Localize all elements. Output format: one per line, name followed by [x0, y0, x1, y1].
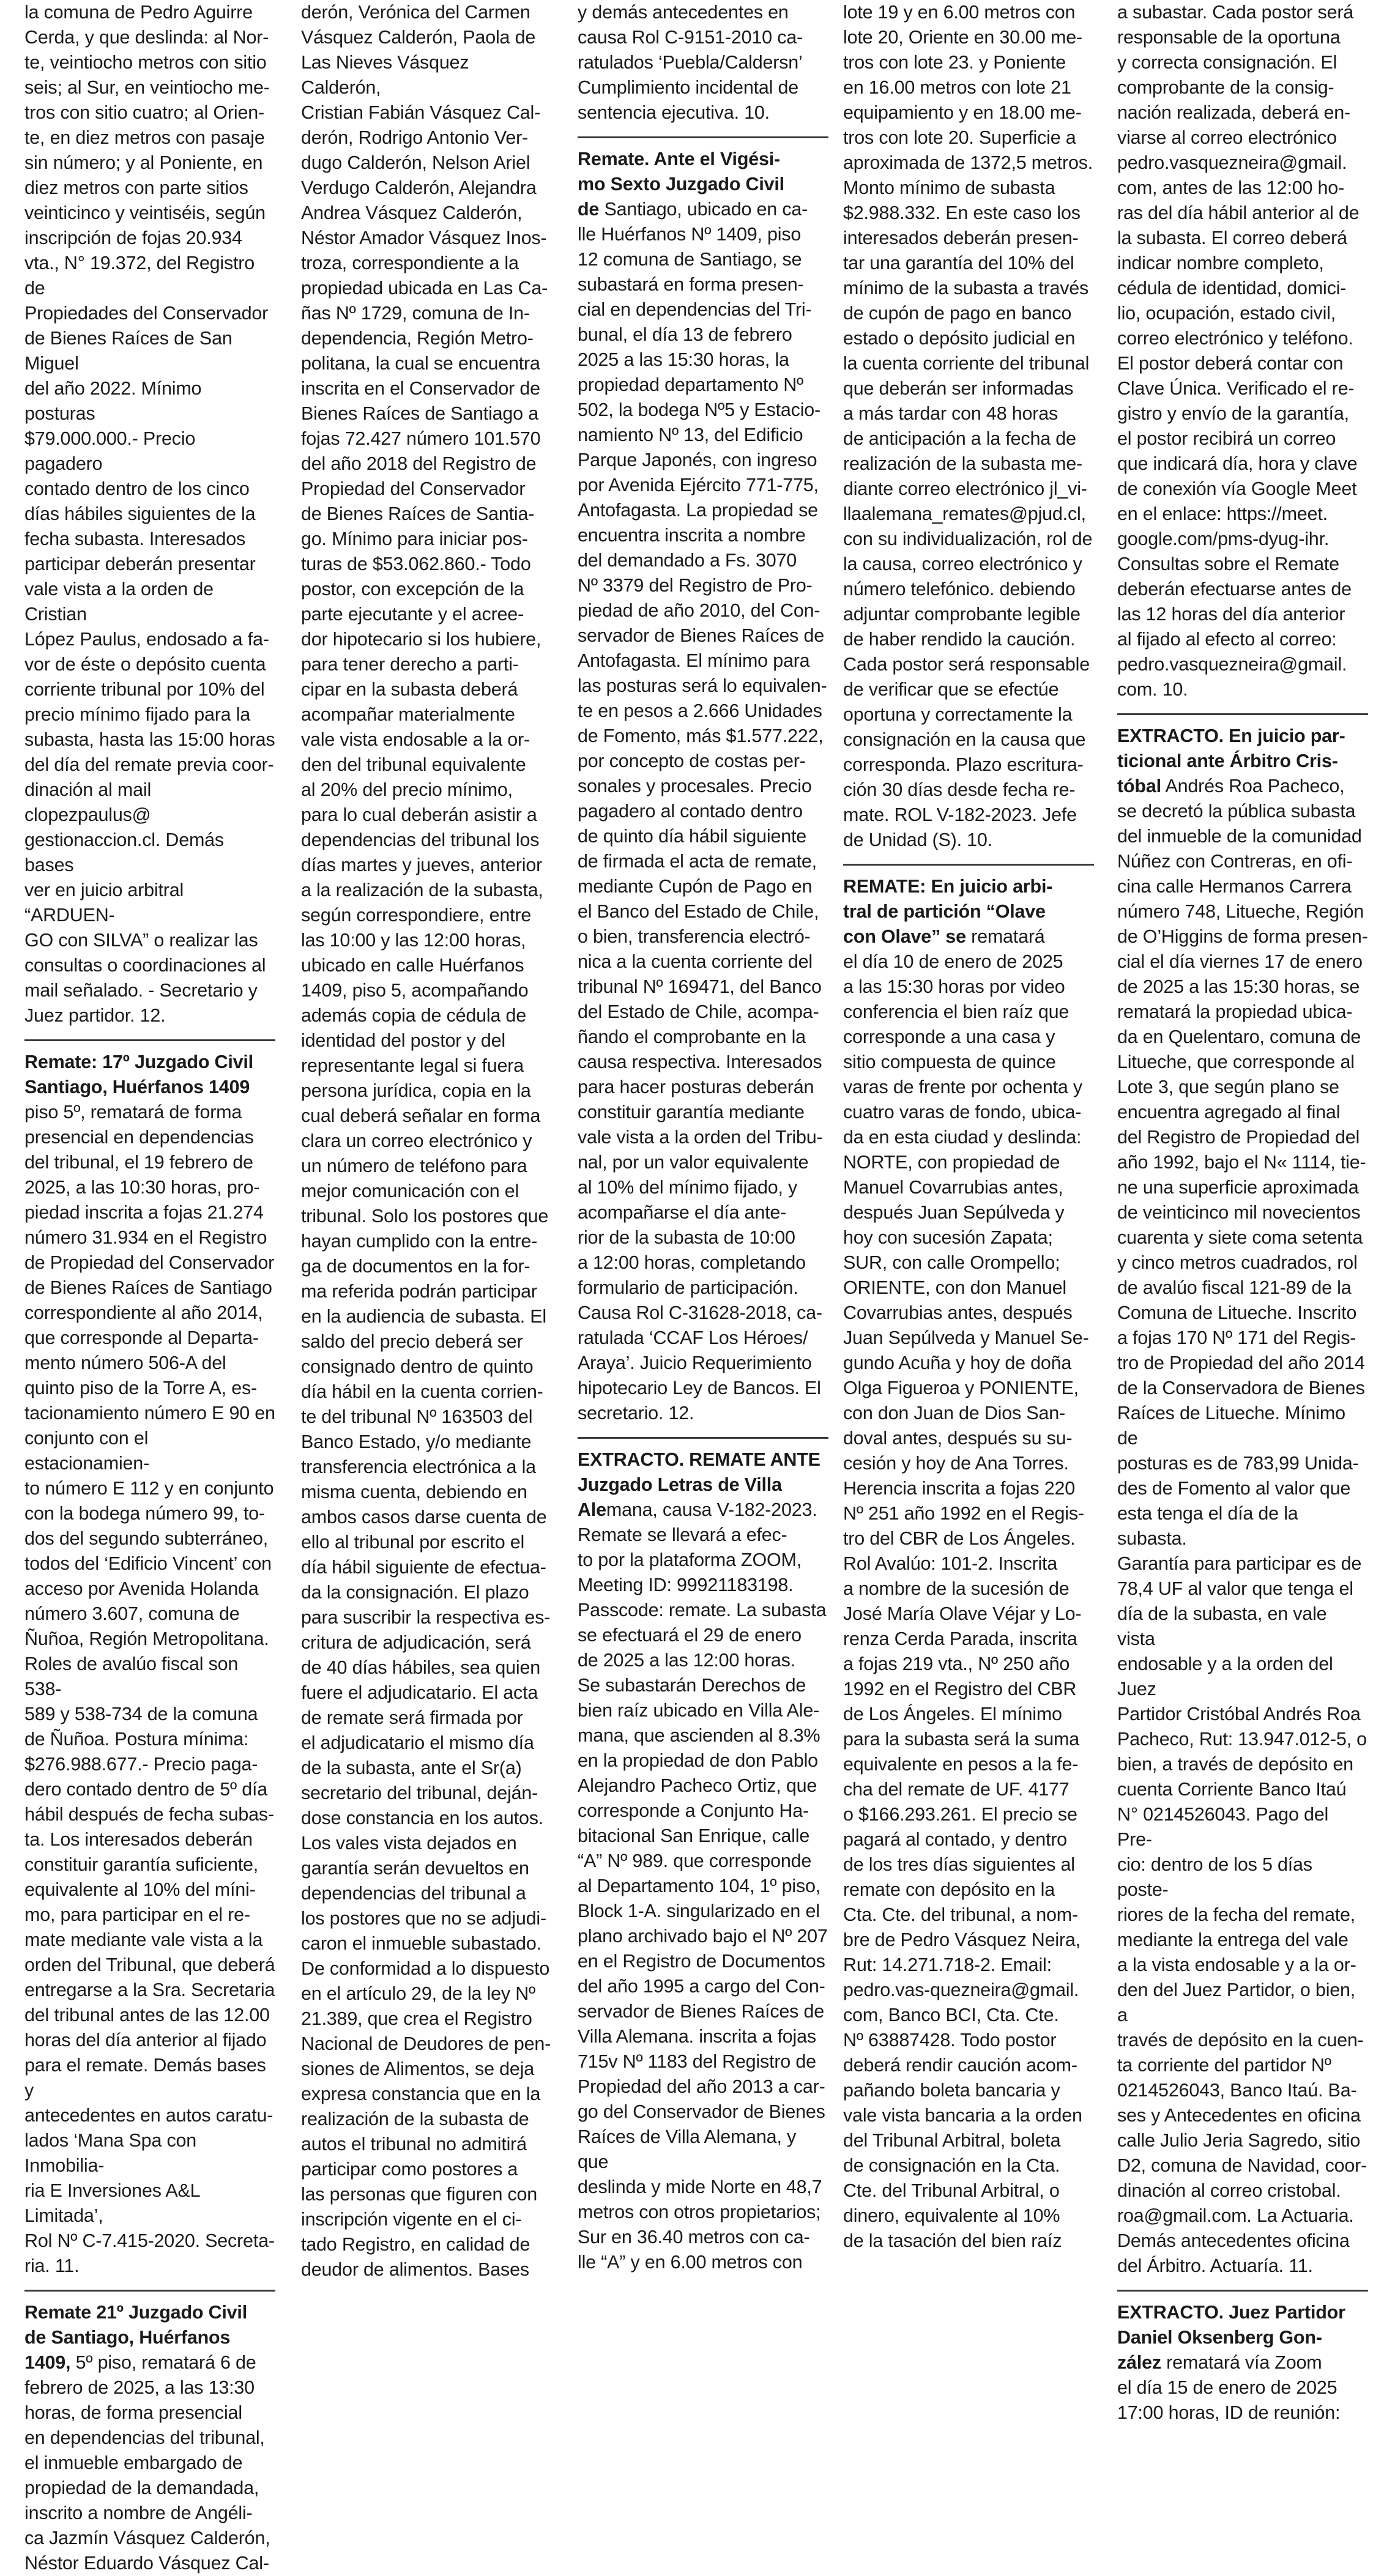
notice-body: y demás antecedentes en causa Rol C-9151-2010 ca- ratulados ‘Puebla/Caldersn’ Cumplimiento incidental de sentencia ejecutiva. 10.	[578, 2, 803, 123]
notice-heading: EXTRACTO. En juicio par- ticional ante Árbitro Cris- tóbal	[1117, 726, 1345, 796]
notice-separator	[578, 1437, 828, 1439]
column-5	[1117, 0, 1368, 2423]
notice-continuation	[301, 0, 552, 2282]
notice-body: lote 19 y en 6.00 metros con lote 20, Oriente en 30.00 me- tros con lote 23. y Poniente en 16.00 metros con lote 21 equipamiento y en 18.00 me- tros con lote 20. Superficie a aproximada de 1372,5 metros. Monto mínimo de subasta $2.988.332. En este caso los interesados deberán presen- tar una garantía del 10% del mínimo de la subasta a través de cupón de pago en banco estado o depósito judicial en la cuenta corriente del tribunal que deberán ser informadas a más tardar con 48 horas de anticipación a la fecha de realización de la subasta me- diante correo electrónico jl_vi- llaalemana_remates@pjud.cl, con su individualización, rol de la causa, correo electrónico y número telefónico. debiendo adjuntar comprobante legible de haber rendido la caución. Cada postor será responsable de verificar que se efectúe oportuna y correctamente la consignación en la causa que corresponda. Plazo escritura- ción 30 días desde fecha re- mate. ROL V-182-2023. Jefe de Unidad (S). 10.	[843, 2, 1093, 850]
notice-body: Andrés Roa Pacheco, se decretó la pública subasta del inmueble de la comunidad Núñez con Contreras, en ofi- cina calle Hermanos Carrera número 748, Litueche, Región de O’Higgins de forma presen- cial el día viernes 17 de enero de 2025 a las 15:30 horas, se rematará la propiedad ubica- da en Quelentaro, comuna de Litueche, que corresponde al Lote 3, que según plano se encuentra agregado al final del Registro de Propiedad del año 1992, bajo el N« 1114, tie- ne una superficie aproximada de veinticinco mil novecientos cuarenta y siete coma setenta y cinco metros cuadrados, rol de avalúo fiscal 121-89 de la Comuna de Litueche. Inscrito a fojas 170 Nº 171 del Regis- tro de Propiedad del año 2014 de la Conservadora de Bienes Raíces de Litueche. Mínimo de posturas es de 783,99 Unida- des de Fomento al valor que esta tenga el día de la subasta. Garantía para participar es de 78,4 UF al valor que tenga el día de la subasta, en vale vista endosable y a la orden del Juez Partidor Cristóbal Andrés Roa Pacheco, Rut: 13.947.012-5, o bien, a través de depósito en cuenta Corriente Banco Itaú N° 0214526043. Pago del Pre- cio: dentro de los 5 días poste- riores de la fecha del remate, mediante la entrega del vale a la vista endosable y a la or- den del Juez Partidor, o bien, a través de depósito en la cuen- ta corriente del partidor Nº 0214526043, Banco Itaú. Ba- ses y Antecedentes en oficina calle Julio Jeria Sagredo, sitio D2, comuna de Navidad, coor- dinación al correo cristobal. roa@gmail.com. La Actuaria. Demás antecedentes oficina del Árbitro. Actuaría. 11.	[1117, 776, 1368, 2276]
notice-heading: Remate. Ante el Vigési- mo Sexto Juzgado Civil de	[578, 149, 784, 220]
notice-body: Santiago, ubicado en ca- lle Huérfanos Nº 1409, piso 12 comuna de Santiago, se subastará en forma presen- cial en dependencias del Tri- bunal, el día 13 de febrero 2025 a las 15:30 horas, la propiedad departamento Nº 502, la bodega Nº5 y Estacio- namiento Nº 13, del Edificio Parque Japonés, con ingreso por Avenida Ejército 771-775, Antofagasta. La propiedad se encuentra inscrita a nombre del demandado a Fs. 3070 Nº 3379 del Registro de Pro- piedad de año 2010, del Con- servador de Bienes Raíces de Antofagasta. El mínimo para las posturas será lo equivalen- te en pesos a 2.666 Unidades de Fomento, más $1.577.222, por concepto de costas per- sonales y procesales. Precio pagadero al contado dentro de quinto día hábil siguiente de firmada el acta de remate, mediante Cupón de Pago en el Banco del Estado de Chile, o bien, transferencia electró- nica a la cuenta corriente del tribunal Nº 169471, del Banco del Estado de Chile, acompa- ñando el comprobante en la causa respectiva. Interesados para hacer posturas deberán constituir garantía mediante vale vista a la orden del Tribu- nal, por un valor equivalente al 10% del mínimo fijado, y acompañarse el día ante- rior de la subasta de 10:00 a 12:00 horas, completando formulario de participación. Causa Rol C-31628-2018, ca- ratulada ‘CCAF Los Héroes/ Araya’. Juicio Requerimiento hipotecario Ley de Bancos. El secretario. 12.	[578, 199, 827, 1423]
notice-heading: Remate: 17º Juzgado Civil Santiago, Huérfanos 1409	[24, 1052, 253, 1097]
notice-separator	[24, 2290, 275, 2292]
notice-body: rematará el día 10 de enero de 2025 a las 15:30 horas por video conferencia el bien raíz que corresponde a una casa y sitio compuesta de quince varas de frente por ochenta y cuatro varas de fondo, ubica- da en esta ciudad y deslinda: NORTE, con propiedad de Manuel Covarrubias antes, después Juan Sepúlveda y hoy con sucesión Zapata; SUR, con calle Orompello; ORIENTE, con don Manuel Covarrubias antes, después Juan Sepúlveda y Manuel Se- gundo Acuña y hoy de doña Olga Figueroa y PONIENTE, con don Juan de Dios San- doval antes, después su su- cesión y hoy de Ana Torres. Herencia inscrita a fojas 220 Nº 251 año 1992 en el Regis- tro del CBR de Los Ángeles. Rol Avalúo: 101-2. Inscrita a nombre de la sucesión de José María Olave Véjar y Lo- renza Cerda Parada, inscrita a fojas 219 vta., Nº 250 año 1992 en el Registro del CBR de Los Ángeles. El mínimo para la subasta será la suma equivalente en pesos a la fe- cha del remate de UF. 4177 o $166.293.261. El precio se pagará al contado, y dentro de los tres días siguientes al remate con depósito en la Cta. Cte. del tribunal, a nom- bre de Pedro Vásquez Neira, Rut: 14.271.718-2. Email: pedro.vas-quezneira@gmail. com, Banco BCI, Cta. Cte. Nº 63887428. Todo postor deberá rendir caución acom- pañando boleta bancaria y vale vista bancaria a la orden del Tribunal Arbitral, boleta de consignación en la Cta. Cte. del Tribunal Arbitral, o dinero, equivalente al 10% de la tasación del bien raíz	[843, 926, 1089, 2251]
notice-separator	[1117, 2290, 1368, 2292]
notice-body: rematará vía Zoom el día 15 de enero de 2025 17:00 horas, ID de reunión:	[1117, 2352, 1341, 2423]
notice-heading: Remate 21º Juzgado Civil de Santiago, Huérfanos 1409,	[24, 2302, 247, 2373]
column-3	[578, 0, 828, 2273]
column-2	[301, 0, 552, 2280]
notice-heading: EXTRACTO. Juez Partidor Daniel Oksenberg Gon- zález	[1117, 2302, 1345, 2373]
notice-continuation	[24, 0, 275, 1028]
notice-continuation	[843, 0, 1094, 853]
notice-continuation	[578, 0, 828, 125]
notice-remate-vigesimo-sexto	[578, 147, 828, 1426]
notice-body: a subastar. Cada postor será responsable de la oportuna y correcta consignación. El comprobante de la consig- nación realizada, deberá en- viarse al correo electrónico pedro.vasquezneira@gmail. com, antes de las 12:00 ho- ras del día hábil anterior al de la subasta. El correo deberá indicar nombre completo, cédula de identidad, domici- lio, ocupación, estado civil, correo electrónico y teléfono. El postor deberá contar con Clave Única. Verificado el re- gistro y envío de la garantía, el postor recibirá un correo que indicará día, hora y clave de conexión vía Google Meet en el enlace: https://meet. google.com/pms-dyug-ihr. Consultas sobre el Remate deberán efectuarse antes de las 12 horas del día anterior al fijado al efecto al correo: pedro.vasquezneira@gmail. com. 10.	[1117, 2, 1360, 700]
notice-body: la comuna de Pedro Aguirre Cerda, y que deslinda: al Nor- te, veintiocho metros con sitio seis; al Sur, en veintiocho me- tros con sitio cuatro; al Orien- te, en diez metros con pasaje sin número; y al Poniente, en diez metros con parte sitios veinticinco y veintiséis, según inscripción de fojas 20.934 vta., N° 19.372, del Registro de Propiedades del Conservador de Bienes Raíces de San Miguel del año 2022. Mínimo posturas $79.000.000.- Precio pagadero contado dentro de los cinco días hábiles siguientes de la fecha subasta. Interesados participar deberán presentar vale vista a la orden de Cristian López Paulus, endosado a fa- vor de éste o depósito cuenta corriente tribunal por 10% del precio mínimo fijado para la subasta, hasta las 15:00 horas del día del remate previa coor- dinación al mail clopezpaulus@ gestionaccion.cl. Demás bases ver en juicio arbitral “ARDUEN- GO con SILVA” o realizar las consultas o coordinaciones al mail señalado. - Secretario y Juez partidor. 12.	[24, 2, 275, 1026]
column-1	[24, 0, 275, 2574]
notice-remate-17-juzgado	[24, 1050, 275, 2279]
notice-extracto-oksenberg	[1117, 2300, 1368, 2426]
notice-separator	[578, 136, 828, 138]
notice-remate-olave	[843, 874, 1094, 2254]
notice-separator	[843, 864, 1094, 866]
notice-body: mana, causa V-182-2023. Remate se llevará a efec- to por la plataforma ZOOM, Meeting ID: 99921183198. Passcode: remate. La subasta se efectuará el 29 de enero de 2025 a las 12:00 horas. Se subastarán Derechos de bien raíz ubicado en Villa Ale- mana, que ascienden al 8.3% en la propiedad de don Pablo Alejandro Pacheco Ortiz, que corresponde a Conjunto Ha- bitacional San Enrique, calle “A” Nº 989. que corresponde al Departamento 104, 1º piso, Block 1-A. singularizado en el plano archivado bajo el Nº 207 en el Registro de Documentos del año 1995 a cargo del Con- servador de Bienes Raíces de Villa Alemana. inscrita a fojas 715v Nº 1183 del Registro de Propiedad del año 2013 a car- go del Conservador de Bienes Raíces de Villa Alemana, y que deslinda y mide Norte en 48,7 metros con otros propietarios; Sur en 36.40 metros con ca- lle “A” y en 6.00 metros con	[578, 1499, 828, 2273]
notice-body: piso 5º, rematará de forma presencial en dependencias del tribunal, el 19 febrero de 2025, a las 10:30 horas, pro- piedad inscrita a fojas 21.274 número 31.934 en el Registro de Propiedad del Conservador de Bienes Raíces de Santiago correspondiente al año 2014, que corresponde al Departa- mento número 506-A del quinto piso de la Torre A, es- tacionamiento número E 90 en conjunto con el estacionamien- to número E 112 y en conjunto con la bodega número 99, to- dos del segundo subterráneo, todos del ‘Edificio Vincent’ con acceso por Avenida Holanda número 3.607, comuna de Ñuñoa, Región Metropolitana. Roles de avalúo fiscal son 538- 589 y 538-734 de la comuna de Ñuñoa. Postura mínima: $276.988.677.- Precio paga- dero contado dentro de 5º día hábil después de fecha subas- ta. Los interesados deberán constituir garantía suficiente, equivalente al 10% del míni- mo, para participar en el re- mate mediante vale vista a la orden del Tribunal, que deberá entregarse a la Sra. Secretaria del tribunal antes de las 12.00 horas del día anterior al fijado para el remate. Demás bases y antecedentes en autos caratu- lados ‘Mana Spa con Inmobilia- ria E Inversiones A&L Limitada’, Rol Nº C-7.415-2020. Secreta- ria. 11.	[24, 1102, 275, 2276]
column-4	[843, 0, 1094, 2251]
notice-separator	[1117, 713, 1368, 715]
notice-body: 5º piso, rematará 6 de febrero de 2025, a las 13:30 horas, de forma presencial en dependencias del tribunal, el inmueble embargado de propiedad de la demandada, inscrito a nombre de Angéli- ca Jazmín Vásquez Calderón, Néstor Eduardo Vásquez Cal-	[24, 2352, 270, 2574]
notice-heading: REMATE: En juicio arbi- tral de partición “Olave con Olave” se	[843, 876, 1053, 947]
notice-separator	[24, 1039, 275, 1041]
notice-continuation	[1117, 0, 1368, 702]
notice-remate-21-juzgado	[24, 2300, 275, 2576]
notice-extracto-villa-alemana	[578, 1447, 828, 2275]
notice-body: derón, Verónica del Carmen Vásquez Calderón, Paola de Las Nieves Vásquez Calderón, Cristian Fabián Vásquez Cal- derón, Rodrigo Antonio Ver- dugo Calderón, Nelson Ariel Verdugo Calderón, Alejandra Andrea Vásquez Calderón, Néstor Amador Vásquez Inos- troza, correspondiente a la propiedad ubicada en Las Ca- ñas Nº 1729, comuna de In- dependencia, Región Metro- politana, la cual se encuentra inscrita en el Conservador de Bienes Raíces de Santiago a fojas 72.427 número 101.570 del año 2018 del Registro de Propiedad del Conservador de Bienes Raíces de Santia- go. Mínimo para iniciar pos- turas de $53.062.860.- Todo postor, con excepción de la parte ejecutante y el acree- dor hipotecario si los hubiere, para tener derecho a parti- cipar en la subasta deberá acompañar materialmente vale vista endosable a la or- den del tribunal equivalente al 20% del precio mínimo, para lo cual deberán asistir a dependencias del tribunal los días martes y jueves, anterior a la realización de la subasta, según correspondiere, entre las 10:00 y las 12:00 horas, ubicado en calle Huérfanos 1409, piso 5, acompañando además copia de cédula de identidad del postor y del representante legal si fuera persona jurídica, copia en la cual deberá señalar en forma clara un correo electrónico y un número de teléfono para mejor comunicación con el tribunal. Solo los postores que hayan cumplido con la entre- ga de documentos en la for- ma referida podrán participar en la audiencia de subasta. El saldo del precio deberá ser consignado dentro de quinto día hábil en la cuenta corrien- te del tribunal Nº 163503 del Banco Estado, y/o mediante transferencia electrónica a la misma cuenta, debiendo en ambos casos darse cuenta de ello al tribunal por escrito el día hábil siguiente de efectua- da la consignación. El plazo para suscribir la respectiva es- critura de adjudicación, será de 40 días hábiles, sea quien fuere el adjudicatario. El acta de remate será firmada por el adjudicatario el mismo día de la subasta, ante el Sr(a) secretario del tribunal, deján- dose constancia en los autos. Los vales vista dejados en garantía serán devueltos en dependencias del tribunal a los postores que no se adjudi- caron el inmueble subastado. De conformidad a lo dispuesto en el artículo 29, de la ley Nº 21.389, que crea el Registro Nacional de Deudores de pen- siones de Alimentos, se deja expresa constancia que en la realización de la subasta de autos el tribunal no admitirá participar como postores a las personas que figuren con inscripción vigente en el ci- tado Registro, en calidad de deudor de alimentos. Bases	[301, 2, 551, 2280]
notice-extracto-litueche	[1117, 724, 1368, 2279]
notice-heading: EXTRACTO. REMATE ANTE Juzgado Letras de Villa Ale	[578, 1449, 820, 1520]
